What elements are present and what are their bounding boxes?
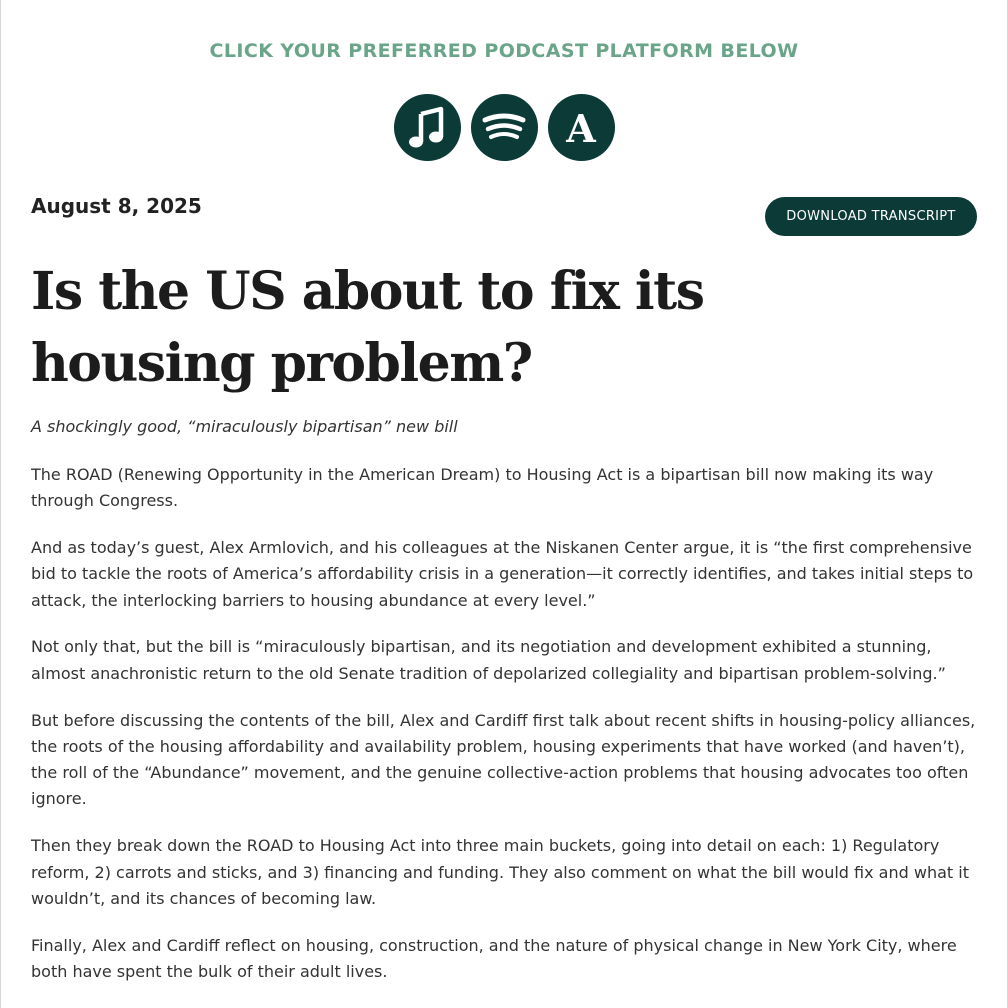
episode-date: August 8, 2025 (31, 194, 202, 218)
letter-a-icon (559, 106, 603, 150)
music-note-icon (407, 106, 447, 150)
spotify-button[interactable] (471, 94, 538, 161)
paragraph: Finally, Alex and Cardiff reflect on housing, construction, and the nature of physical change in New York City, where both have spent the bulk of their adult lives. (31, 935, 957, 981)
episode-title: Is the US about to fix its housing problem? (31, 261, 704, 394)
apple-podcasts-button[interactable] (394, 94, 461, 161)
spotify-icon (482, 111, 526, 145)
paragraph: Not only that, but the bill is “miraculously bipartisan, and its negotiation and development exhibited a stunning, almost anachronistic return to the old Senate tradition of depolarized collegiality and bipartisan problem-solving.” (31, 637, 946, 683)
platform-buttons (0, 94, 1008, 161)
svg-text:A: A (566, 105, 596, 150)
paragraph: The ROAD (Renewing Opportunity in the American Dream) to Housing Act is a bipartisan bill now making its way through Congress. (31, 465, 934, 511)
paragraph: And as today’s guest, Alex Armlovich, and his colleagues at the Niskanen Center argue, it is “the first comprehensive bid to tackle the roots of America’s affordability crisis in a generation—it correctly identifies, and takes initial steps to attack, the interlocking barriers to housing abundance at every level.” (31, 538, 974, 610)
platform-heading: CLICK YOUR PREFERRED PODCAST PLATFORM BELOW (209, 40, 799, 62)
download-transcript-button[interactable]: DOWNLOAD TRANSCRIPT (765, 197, 977, 236)
paragraph: Then they break down the ROAD to Housing Act into three main buckets, going into detail on each: 1) Regulatory reform, 2) carrots and sticks, and 3) financing and funding. They also comment on what the bill would fix and what it wouldn’t, and its chances of becoming law. (31, 836, 969, 908)
episode-description (31, 462, 976, 1006)
paragraph: But before discussing the contents of the bill, Alex and Cardiff first talk about recent shifts in housing-policy alliances, the roots of the housing affordability and availability problem, housing experiments that have worked (and haven’t), the roll of the “Abundance” movement, and the genuine collective-action problems that housing advocates too often ignore. (31, 710, 976, 809)
episode-subtitle: A shockingly good, “miraculously bipartisan” new bill (31, 417, 458, 436)
a-platform-button[interactable] (548, 94, 615, 161)
